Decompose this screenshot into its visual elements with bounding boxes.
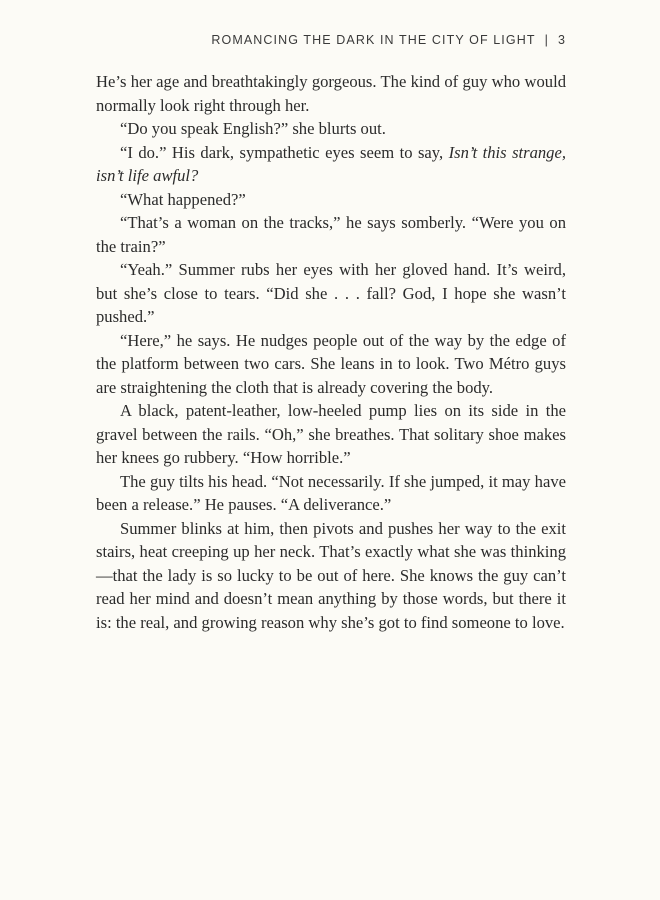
- paragraph-8: A black, patent-leather, low-heeled pump lies on its side in the gravel between the rails. “Oh,” she breathes. That solitary shoe makes her knees go rubbery. “How horrible.”: [96, 401, 566, 467]
- paragraph-6: “Yeah.” Summer rubs her eyes with her gloved hand. It’s weird, but she’s close to tears. “Did she . . . fall? God, I hope she wasn’t pushed.”: [96, 260, 566, 326]
- paragraph-7: “Here,” he says. He nudges people out of the way by the edge of the platform between two cars. She leans in to look. Two Métro guys are straightening the cloth that is already covering the body.: [96, 330, 566, 397]
- running-head-separator: |: [544, 33, 549, 47]
- page-number: 3: [557, 33, 566, 47]
- paragraph-4: “What happened?”: [120, 189, 246, 209]
- paragraph-5: “That’s a woman on the tracks,” he says somberly. “Were you on the train?”: [96, 213, 566, 256]
- body-text: [96, 70, 566, 634]
- paragraph-3-italic: Isn’t this strange, isn’t life awful?: [96, 142, 566, 185]
- paragraph-2: “Do you speak English?” she blurts out.: [120, 119, 386, 138]
- paragraph-3: [96, 141, 566, 188]
- running-head: [96, 33, 566, 47]
- paragraph-1: He’s her age and breathtakingly gorgeous. The kind of guy who would normally look right through her.: [96, 72, 566, 115]
- paragraph-3-text: “I do.” His dark, sympathetic eyes seem to say,: [120, 142, 449, 162]
- paragraph-9: The guy tilts his head. “Not necessarily. If she jumped, it may have been a release.” He pauses. “A deliverance.”: [96, 471, 566, 514]
- paragraph-10: Summer blinks at him, then pivots and pushes her way to the exit stairs, heat creeping up her neck. That’s exactly what she was thinking—that the lady is so lucky to be out of here. She knows the guy can’t read her mind and doesn’t mean anything by those words, but there it is: the real, and growing reason why she’s got to find someone to love.: [96, 518, 566, 632]
- running-head-title: ROMANCING THE DARK IN THE CITY OF LIGHT: [211, 33, 536, 47]
